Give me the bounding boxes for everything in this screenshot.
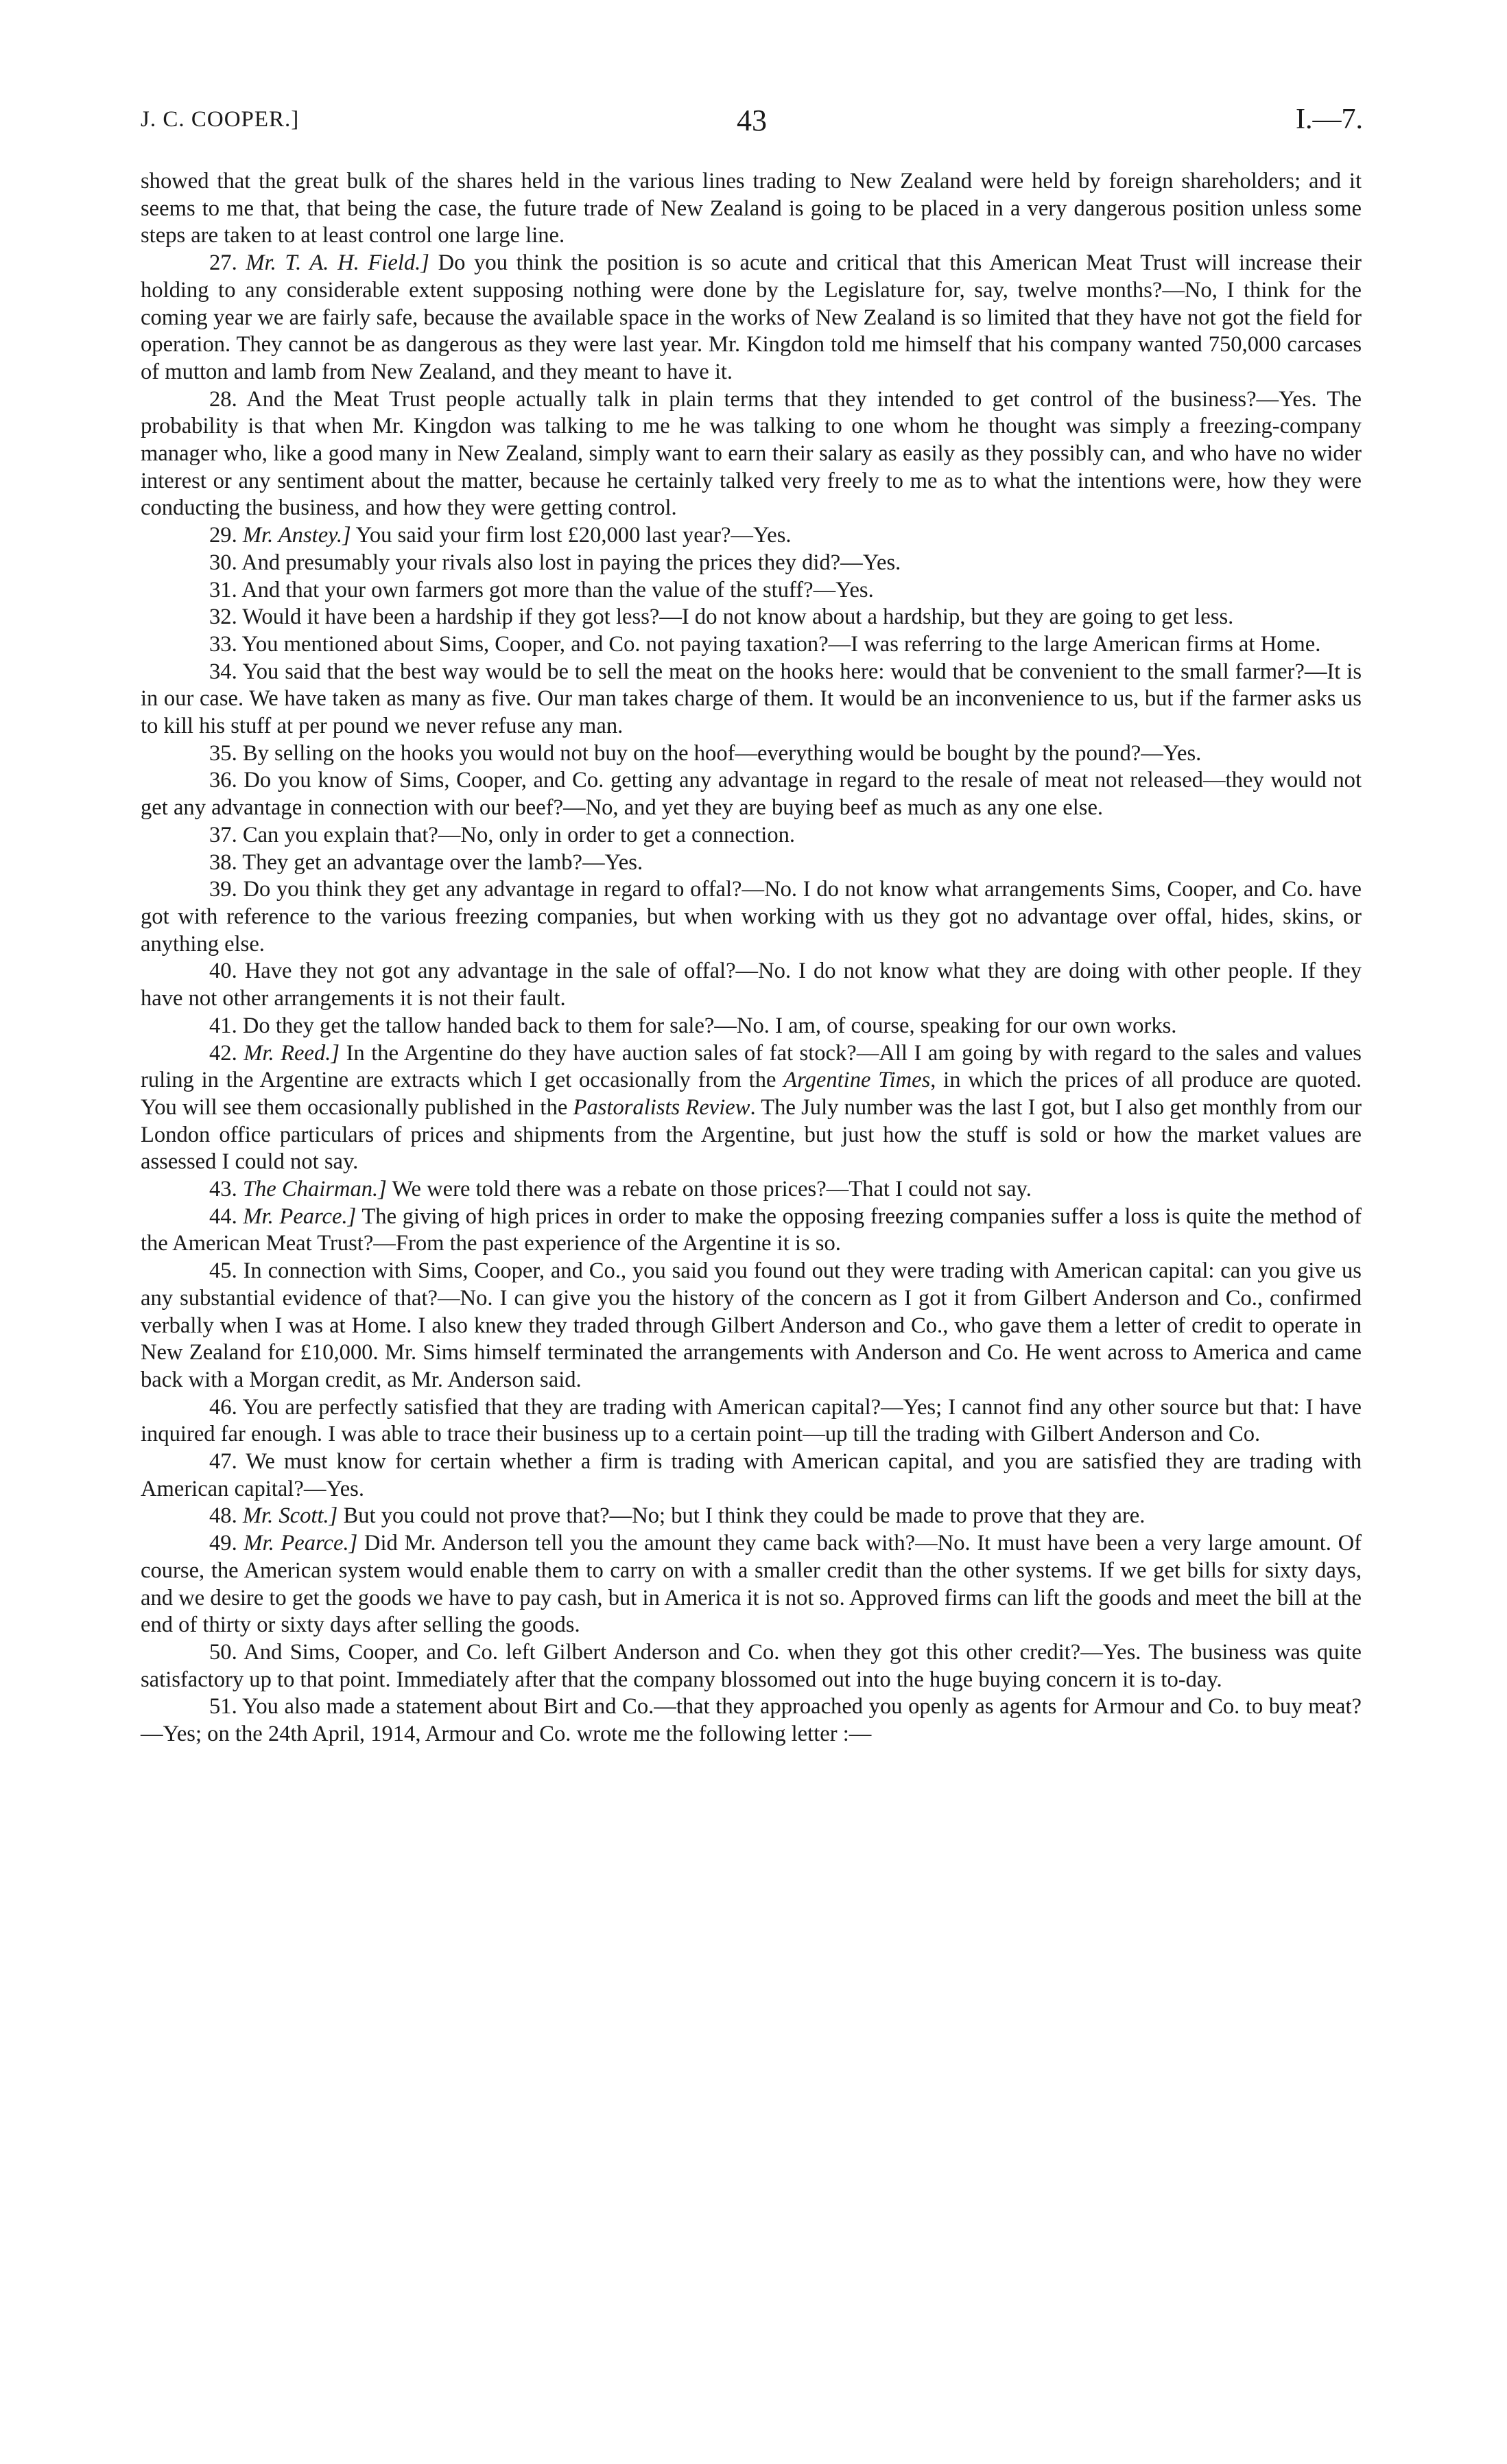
question-51: 51. You also made a statement about Birt and Co.—that they approached you openly as agents for Armour and Co. to buy meat?—Yes; on the 24th April, 1914, Armour and Co. wrote me the following letter :—: [141, 1694, 1362, 1747]
question-46: 46. You are perfectly satisfied that they are trading with American capital?—Yes; I cannot find any other source but that: I have inquired far enough. I was able to trace their business up to a certain point—up till the trading with Gilbert Anderson and Co.: [141, 1394, 1362, 1447]
publication-title: Argentine Times: [783, 1068, 931, 1093]
question-38: 38. They get an advantage over the lamb?—Yes.: [209, 849, 643, 875]
question-36: 36. Do you know of Sims, Cooper, and Co. getting any advantage in regard to the resale of meat not released—they would not get any advantage in connection with our beef?—No, and yet they are buying beef as much as any one else.: [141, 768, 1362, 821]
running-head-witness: J. C. COOPER.]: [141, 107, 300, 132]
question-40: 40. Have they not got any advantage in the sale of offal?—No. I do not know what they are doing with other people. If they have not other arrangements it is not their fault.: [141, 959, 1362, 1011]
question-29: 29. Mr. Anstey.] You said your firm lost £20,000 last year?—Yes.: [209, 523, 792, 548]
speaker-name: Mr. Pearce.]: [243, 1204, 357, 1229]
question-30: 30. And presumably your rivals also lost in paying the prices they did?—Yes.: [209, 550, 901, 575]
page-header: [141, 103, 1363, 144]
question-34: 34. You said that the best way would be to sell the meat on the hooks here: would that be convenient to the small farmer?—It is in our case. We have taken as many as five. Our man takes charge of them. It would be an inconvenience to us, but if the farmer asks us to kill his stuff at per pound we never refuse any man.: [141, 659, 1362, 739]
question-44: 44. Mr. Pearce.] The giving of high prices in order to make the opposing freezing companies suffer a loss is quite the method of the American Meat Trust?—From the past experience of the Argentine it is so.: [141, 1204, 1362, 1256]
speaker-name: The Chairman.]: [242, 1177, 387, 1202]
paragraph-continuation: showed that the great bulk of the shares held in the various lines trading to New Zealand were held by foreign shareholders; and it seems to me that, that being the case, the future trade of New Zealand is going to be placed in a very dangerous position unless some steps are taken to at least control one large line.: [141, 169, 1362, 248]
evidence-text: [141, 168, 1362, 1748]
paper-reference: I.—7.: [1296, 104, 1363, 135]
question-33: 33. You mentioned about Sims, Cooper, and Co. not paying taxation?—I was referring to the large American firms at Home.: [209, 631, 1321, 657]
speaker-name: Mr. Anstey.]: [242, 523, 351, 548]
question-45: 45. In connection with Sims, Cooper, and Co., you said you found out they were trading with American capital: can you give us any substantial evidence of that?—No. I can give you the history of the concern as I got it from Gilbert Anderson and Co., confirmed verbally when I was at Home. I also knew they traded through Gilbert Anderson and Co., who gave them a letter of credit to operate in New Zealand for £10,000. Mr. Sims himself terminated the arrangements with Anderson and Co. He went across to America and came back with a Morgan credit, as Mr. Anderson said.: [141, 1258, 1362, 1392]
question-35: 35. By selling on the hooks you would not buy on the hoof—everything would be bought by the pound?—Yes.: [209, 740, 1202, 766]
question-39: 39. Do you think they get any advantage in regard to offal?—No. I do not know what arrangements Sims, Cooper, and Co. have got with reference to the various freezing companies, but when working with us they got no advantage over offal, hides, skins, or anything else.: [141, 877, 1362, 957]
publication-title: Pastoralists Review: [573, 1094, 750, 1120]
question-49: 49. Mr. Pearce.] Did Mr. Anderson tell you the amount they came back with?—No. It must have been a very large amount. Of course, the American system would enable them to carry on with a smaller credit than the other systems. If we get bills for sixty days, and we desire to get the goods we have to pay cash, but in America it is not so. Approved firms can lift the goods and meet the bill at the end of thirty or sixty days after selling the goods.: [141, 1531, 1362, 1638]
speaker-name: Mr. Scott.]: [242, 1503, 338, 1529]
question-27: 27. Mr. T. A. H. Field.] Do you think the position is so acute and critical that this American Meat Trust will increase their holding to any considerable extent supposing nothing were done by the Legislature for, say, twelve months?—No, I think for the coming year we are fairly safe, because the available space in the works of New Zealand is so limited that they have not got the field for operation. They cannot be as dangerous as they were last year. Mr. Kingdon told me himself that his company wanted 750,000 carcases of mutton and lamb from New Zealand, and they meant to have it.: [141, 250, 1362, 384]
question-28: 28. And the Meat Trust people actually talk in plain terms that they intended to get control of the business?—Yes. The probability is that when Mr. Kingdon was talking to me he was talking to one whom he thought was simply a freezing-company manager who, like a good many in New Zealand, simply want to earn their salary as easily as they possibly can, and who have no wider interest or any sentiment about the matter, because he certainly talked very freely to me as to what the intentions were, how they were conducting the business, and how they were getting control.: [141, 386, 1362, 521]
question-50: 50. And Sims, Cooper, and Co. left Gilbert Anderson and Co. when they got this other credit?—Yes. The business was quite satisfactory up to that point. Immediately after that the company blossomed out into the huge buying concern it is to-day.: [141, 1639, 1362, 1692]
question-47: 47. We must know for certain whether a firm is trading with American capital, and you are satisfied they are trading with American capital?—Yes.: [141, 1449, 1362, 1501]
speaker-name: Mr. T. A. H. Field.]: [246, 250, 429, 276]
question-37: 37. Can you explain that?—No, only in order to get a connection.: [209, 822, 796, 847]
page-number: 43: [737, 104, 767, 137]
question-31: 31. And that your own farmers got more than the value of the stuff?—Yes.: [209, 577, 874, 602]
speaker-name: Mr. Pearce.]: [244, 1531, 358, 1556]
question-48: 48. Mr. Scott.] But you could not prove that?—No; but I think they could be made to prove that they are.: [209, 1503, 1146, 1529]
question-41: 41. Do they get the tallow handed back to them for sale?—No. I am, of course, speaking for our own works.: [209, 1013, 1177, 1038]
question-43: 43. The Chairman.] We were told there was a rebate on those prices?—That I could not say.: [209, 1177, 1032, 1202]
question-32: 32. Would it have been a hardship if they got less?—I do not know about a hardship, but they are going to get less.: [209, 605, 1234, 630]
speaker-name: Mr. Reed.]: [244, 1040, 340, 1066]
question-42: 42. Mr. Reed.] In the Argentine do they have auction sales of fat stock?—All I am going by with regard to the sales and values ruling in the Argentine are extracts which I get occasionally from the Argentine Times, in which the prices of all produce are quoted. You will see them occasionally published in the Pastoralists Review. The July number was the last I got, but I also get monthly from our London office particulars of prices and shipments from the Argentine, but just how the stuff is sold or how the market values are assessed I could not say.: [141, 1040, 1362, 1175]
